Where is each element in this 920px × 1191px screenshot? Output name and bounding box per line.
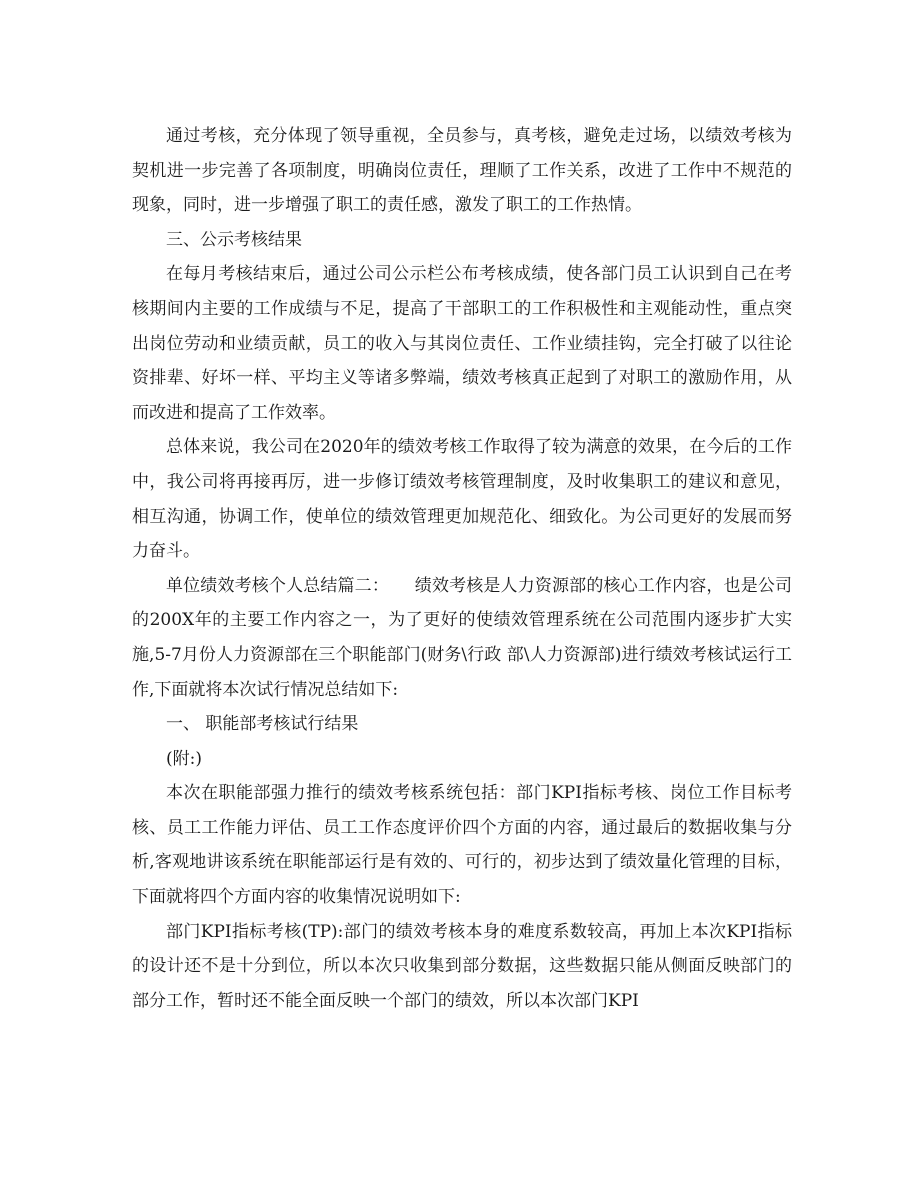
paragraph-publish-results: 在每月考核结束后，通过公司公示栏公布考核成绩，使各部门员工认识到自己在考核期间内主要的工作成绩与不足，提高了干部职工的工作积极性和主观能动性，重点突出岗位劳动和业绩贡献，员工的收入与其岗位责任、工作业绩挂钩，完全打破了以往论资排辈、好坏一样、平均主义等诸多弊端，绩效考核真正起到了对职工的激励作用，从而改进和提高了工作效率。 bbox=[132, 264, 792, 423]
paragraph-assessment-system: 本次在职能部强力推行的绩效考核系统包括：部门KPI指标考核、岗位工作目标考核、员工工作能力评估、员工工作态度评价四个方面的内容，通过最后的数据收集与分析,客观地讲该系统在职能部运行是有效的、可行的，初步达到了绩效量化管理的目标，下面就将四个方面内容的收集情况说明如下: bbox=[132, 783, 792, 908]
paragraph-assessment-effect: 通过考核，充分体现了领导重视，全员参与，真考核，避免走过场，以绩效考核为契机进一步完善了各项制度，明确岗位责任，理顺了工作关系，改进了工作中不规范的现象，同时，进一步增强了职工的责任感，激发了职工的工作热情。 bbox=[132, 126, 792, 216]
paragraph-department-kpi: 部门KPI指标考核(TP):部门的绩效考核本身的难度系数较高，再加上本次KPI指标的设计还不是十分到位，所以本次只收集到部分数据，这些数据只能从侧面反映部门的部分工作，暂时还不能全面反映一个部门的绩效，所以本次部门KPI bbox=[132, 921, 792, 1011]
paragraph-part-two-intro: 单位绩效考核个人总结篇二： 绩效考核是人力资源部的核心工作内容，也是公司的200X年的主要工作内容之一，为了更好的使绩效管理系统在公司范围内逐步扩大实施,5-7月份人力资源部在三个职能部门(财务\行政 部\人力资源部)进行绩效考核试运行工作,下面就将本次试行情况总结如下: bbox=[132, 575, 792, 700]
document-body bbox=[132, 119, 792, 1018]
paragraph-attachment-note: (附:) bbox=[166, 748, 202, 769]
section-heading-publish-results: 三、公示考核结果 bbox=[166, 229, 302, 250]
paragraph-overall-summary: 总体来说，我公司在2020年的绩效考核工作取得了较为满意的效果，在今后的工作中，我公司将再接再厉，进一步修订绩效考核管理制度，及时收集职工的建议和意见，相互沟通，协调工作，使单位的绩效管理更加规范化、细致化。为公司更好的发展而努力奋斗。 bbox=[132, 437, 792, 562]
section-heading-trial-results: 一、 职能部考核试行结果 bbox=[166, 714, 359, 735]
